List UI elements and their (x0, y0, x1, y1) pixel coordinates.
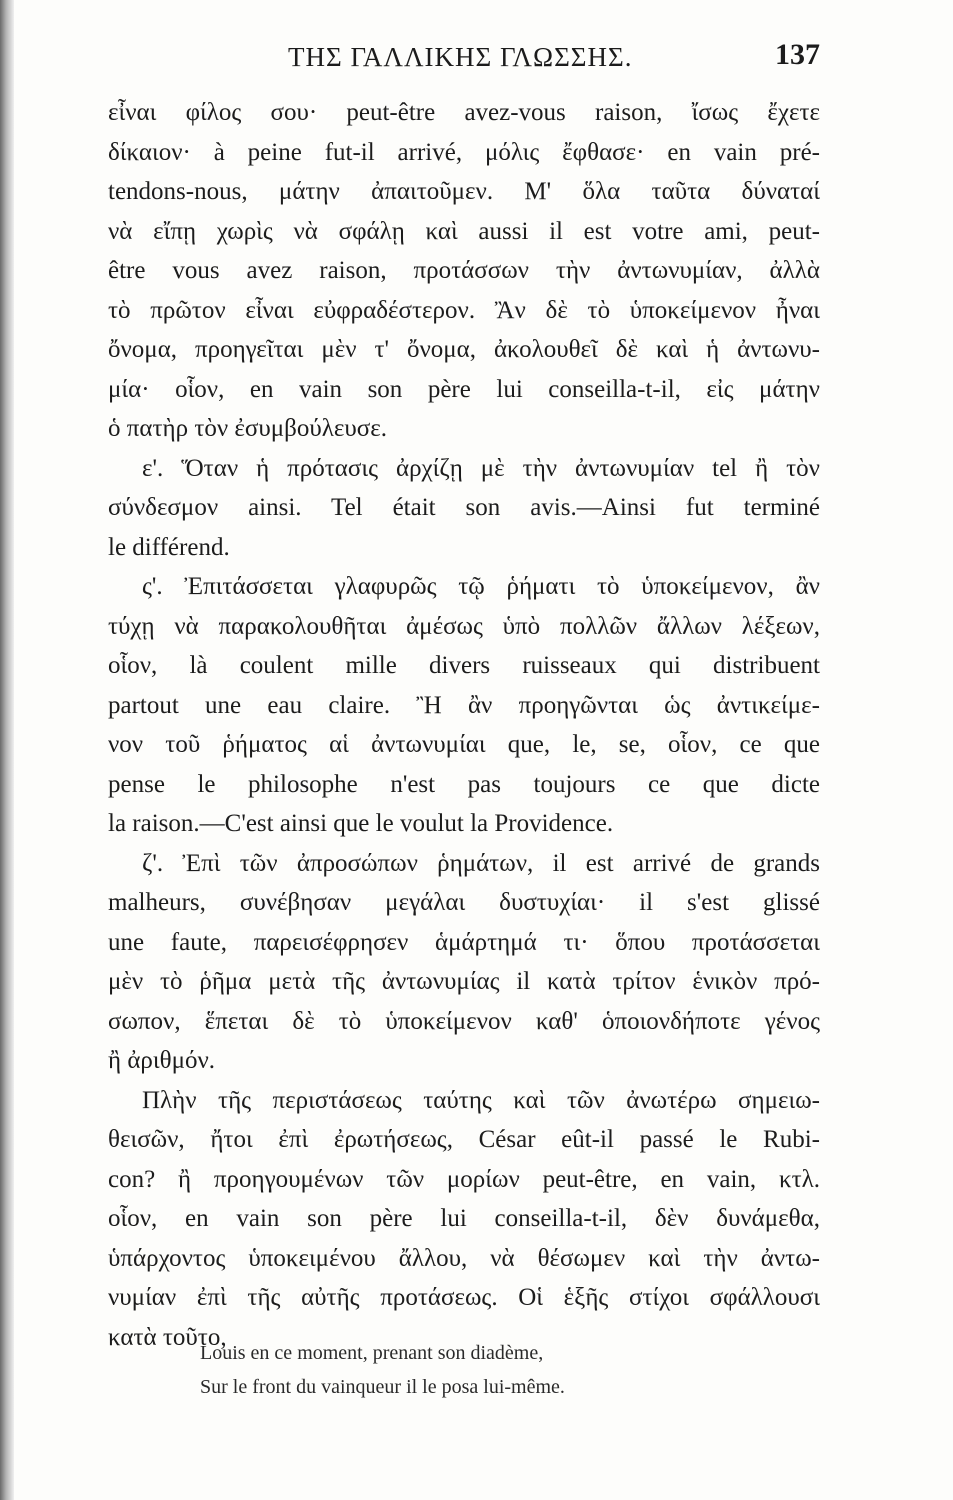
text-line: ὁ πατὴρ τὸν ἐσυμβούλευσε. (108, 415, 387, 442)
text-line: partout une eau claire. Ἢ ἂν προηγῶνται ὡς ἀντικείμε- (108, 691, 820, 719)
page-number: 137 (775, 38, 820, 71)
text-line: νὰ εἴπῃ χωρὶς νὰ σφάλῃ καὶ aussi il est votre ami, peut- (108, 217, 820, 245)
text-line: μὲν τὸ ῥῆμα μετὰ τῆς ἀντωνυμίας il κατὰ τρίτον ἑνικὸν πρό- (108, 968, 820, 995)
text-line: ἢ ἀριθμόν. (108, 1047, 216, 1074)
text-line: le différend. (108, 533, 230, 561)
text-line: δίκαιον· à peine fut-il arrivé, μόλις ἔφθασε· en vain pré- (108, 138, 820, 166)
text-line: νυμίαν ἐπὶ τῆς αὐτῆς προτάσεως. Οἱ ἑξῆς στίχοι σφάλλουσι (108, 1284, 820, 1311)
text-line: ε'. Ὅταν ἡ πρότασις ἀρχίζῃ μὲ τὴν ἀντωνυμίαν tel ἢ τὸν (142, 454, 820, 482)
text-line: Πλὴν τῆς περιστάσεως ταύτης καὶ τῶν ἀνωτέρω σημειω- (142, 1086, 820, 1114)
text-line: σύνδεσμον ainsi. Tel était son avis.—Ainsi fut terminé (108, 494, 820, 521)
text-line: οἷον, là coulent mille divers ruisseaux qui distribuent (108, 652, 820, 679)
text-line: ζ'. Ἐπὶ τῶν ἀπροσώπων ῥημάτων, il est arrivé de grands (142, 849, 820, 877)
text-line: εἶναι φίλος σου· peut-être avez-vous raison, ἴσως ἔχετε (108, 99, 820, 126)
page-header (108, 38, 820, 82)
verse-line: Louis en ce moment, prenant son diadème, (200, 1342, 544, 1364)
text-line: μία· οἷον, en vain son père lui conseilla-t-il, εἰς μάτην (108, 375, 820, 403)
text-line: τύχῃ νὰ παρακολουθῆται ἀμέσως ὑπὸ πολλῶν ἄλλων λέξεων, (108, 612, 820, 640)
text-line: νον τοῦ ῥήματος αἱ ἀντωνυμίαι que, le, se, οἷον, ce que (108, 731, 820, 758)
text-line: être vous avez raison, προτάσσων τὴν ἀντωνυμίαν, ἀλλὰ (108, 257, 820, 284)
text-line: tendons-nous, μάτην ἀπαιτοῦμεν. Μ' ὅλα ταῦτα δύναταί (108, 178, 820, 205)
text-line: ὑπάρχοντος ὑποκειμένου ἄλλου, νὰ θέσωμεν καὶ τὴν ἀντω- (108, 1244, 820, 1272)
text-line: θεισῶν, ἤτοι ἐπὶ ἐρωτήσεως, César eût-il passé le Rubi- (108, 1126, 820, 1153)
page-gutter-shadow (0, 0, 14, 1500)
text-line: pense le philosophe n'est pas toujours ce que dicte (108, 770, 820, 798)
verse-quotation (200, 1336, 720, 1404)
text-line: κατὰ τοῦτο, (108, 1323, 227, 1351)
text-line: con? ἢ προηγουμένων τῶν μορίων peut-être, en vain, κτλ. (108, 1165, 820, 1193)
text-line: τὸ πρῶτον εἶναι εὐφραδέστερον. Ἂν δὲ τὸ ὑποκείμενον ἦναι (108, 296, 820, 324)
text-line: une faute, παρεισέφρησεν ἁμάρτημά τι· ὅπου προτάσσεται (108, 928, 820, 956)
running-head: ΤΗΣ ΓΑΛΛΙΚΗΣ ΓΛΩΣΣΗΣ. (288, 42, 633, 72)
text-line: οἷον, en vain son père lui conseilla-t-il, δὲν δυνάμεθα, (108, 1205, 820, 1232)
verse-line: Sur le front du vainqueur il le posa lui-même. (200, 1376, 565, 1398)
text-line: malheurs, συνέβησαν μεγάλαι δυστυχίαι· il s'est glissé (108, 889, 820, 916)
body-text (108, 93, 820, 1357)
text-line: ς'. Ἐπιτάσσεται γλαφυρῶς τῷ ῥήματι τὸ ὑποκείμενον, ἂν (142, 573, 820, 600)
text-line: σωπον, ἕπεται δὲ τὸ ὑποκείμενον καθ' ὁποιονδήποτε γένος (108, 1007, 820, 1035)
text-line: la raison.—C'est ainsi que le voulut la Providence. (108, 810, 614, 837)
text-line: ὄνομα, προηγεῖται μὲν τ' ὄνομα, ἀκολουθεῖ δὲ καὶ ἡ ἀντωνυ- (108, 336, 820, 363)
